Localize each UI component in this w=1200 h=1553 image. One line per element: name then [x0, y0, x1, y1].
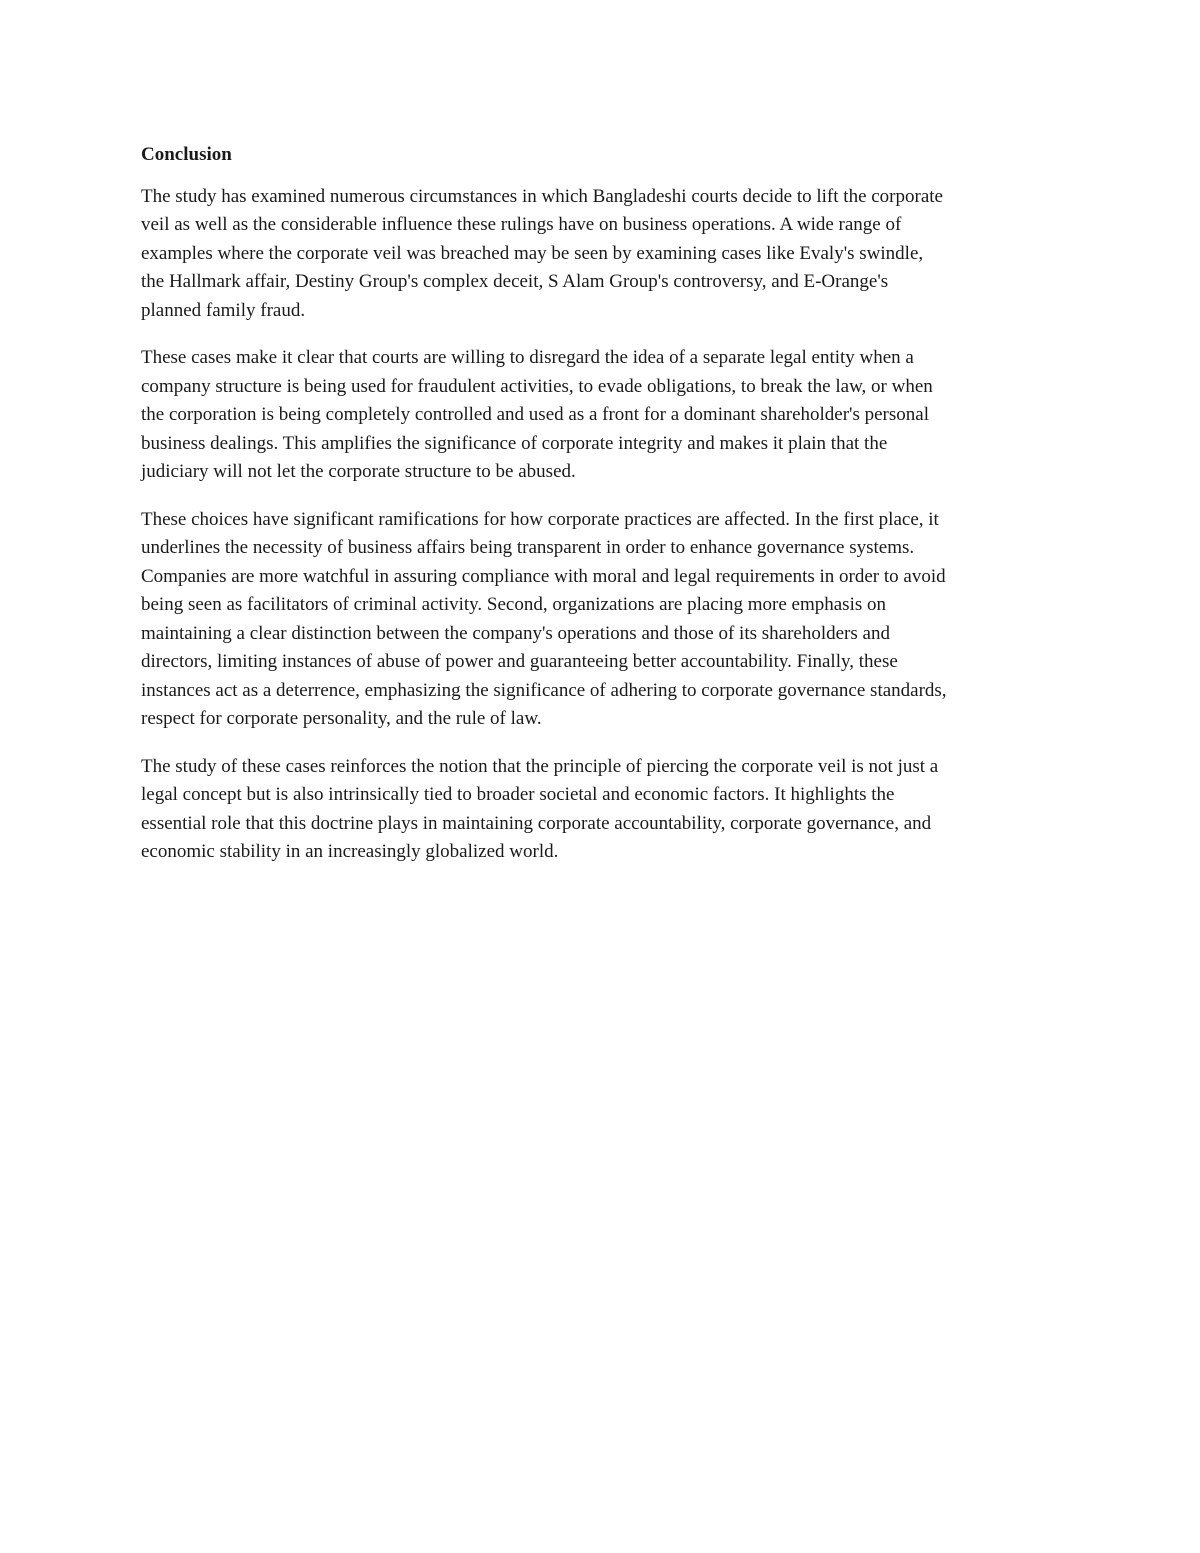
paragraph-line: planned family fraud.: [141, 299, 306, 321]
paragraph-line: business dealings. This amplifies the significance of corporate integrity and makes it plain that the: [141, 432, 888, 454]
paragraph-line: These choices have significant ramifications for how corporate practices are affected. In the first place, it: [141, 508, 939, 530]
paragraph-line: essential role that this doctrine plays in maintaining corporate accountability, corporate governance, and: [141, 812, 932, 834]
paragraph-line: The study of these cases reinforces the notion that the principle of piercing the corporate veil is not just a: [141, 755, 939, 777]
paragraph-line: underlines the necessity of business affairs being transparent in order to enhance governance systems.: [141, 537, 915, 558]
paragraph-line: judiciary will not let the corporate structure to be abused.: [141, 461, 576, 482]
paragraph-1: [141, 183, 1059, 326]
paragraph-2: [141, 344, 1059, 487]
paragraph-line: The study has examined numerous circumstances in which Bangladeshi courts decide to lift the corporate: [141, 185, 943, 207]
paragraph-line: the corporation is being completely controlled and used as a front for a dominant shareholder's personal: [141, 404, 929, 425]
paragraph-line: directors, limiting instances of abuse of power and guaranteeing better accountability. Finally, these: [141, 651, 898, 672]
section-heading: Conclusion: [141, 144, 232, 165]
paragraph-line: the Hallmark affair, Destiny Group's complex deceit, S Alam Group's controversy, and E-Orange's: [141, 271, 889, 292]
paragraph-line: Companies are more watchful in assuring compliance with moral and legal requirements in order to avoid: [141, 565, 946, 587]
paragraph-3: [141, 506, 1059, 734]
paragraph-4: [141, 753, 1059, 867]
paragraph-line: examples where the corporate veil was breached may be seen by examining cases like Evaly's swindle,: [141, 242, 924, 264]
paragraph-line: company structure is being used for fraudulent activities, to evade obligations, to break the law, or when: [141, 375, 933, 397]
document-body: [141, 141, 1059, 886]
paragraph-line: legal concept but is also intrinsically tied to broader societal and economic factors. It highlights the: [141, 784, 895, 805]
paragraph-line: economic stability in an increasingly globalized world.: [141, 841, 559, 862]
paragraph-line: respect for corporate personality, and the rule of law.: [141, 708, 542, 729]
paragraph-line: veil as well as the considerable influence these rulings have on business operations. A wide range of: [141, 214, 902, 235]
paragraph-line: instances act as a deterrence, emphasizing the significance of adhering to corporate governance standards,: [141, 679, 947, 701]
paragraph-line: being seen as facilitators of criminal activity. Second, organizations are placing more emphasis on: [141, 594, 886, 615]
paragraph-line: maintaining a clear distinction between the company's operations and those of its shareholders and: [141, 622, 890, 644]
paragraph-line: These cases make it clear that courts are willing to disregard the idea of a separate legal entity when a: [141, 347, 914, 368]
